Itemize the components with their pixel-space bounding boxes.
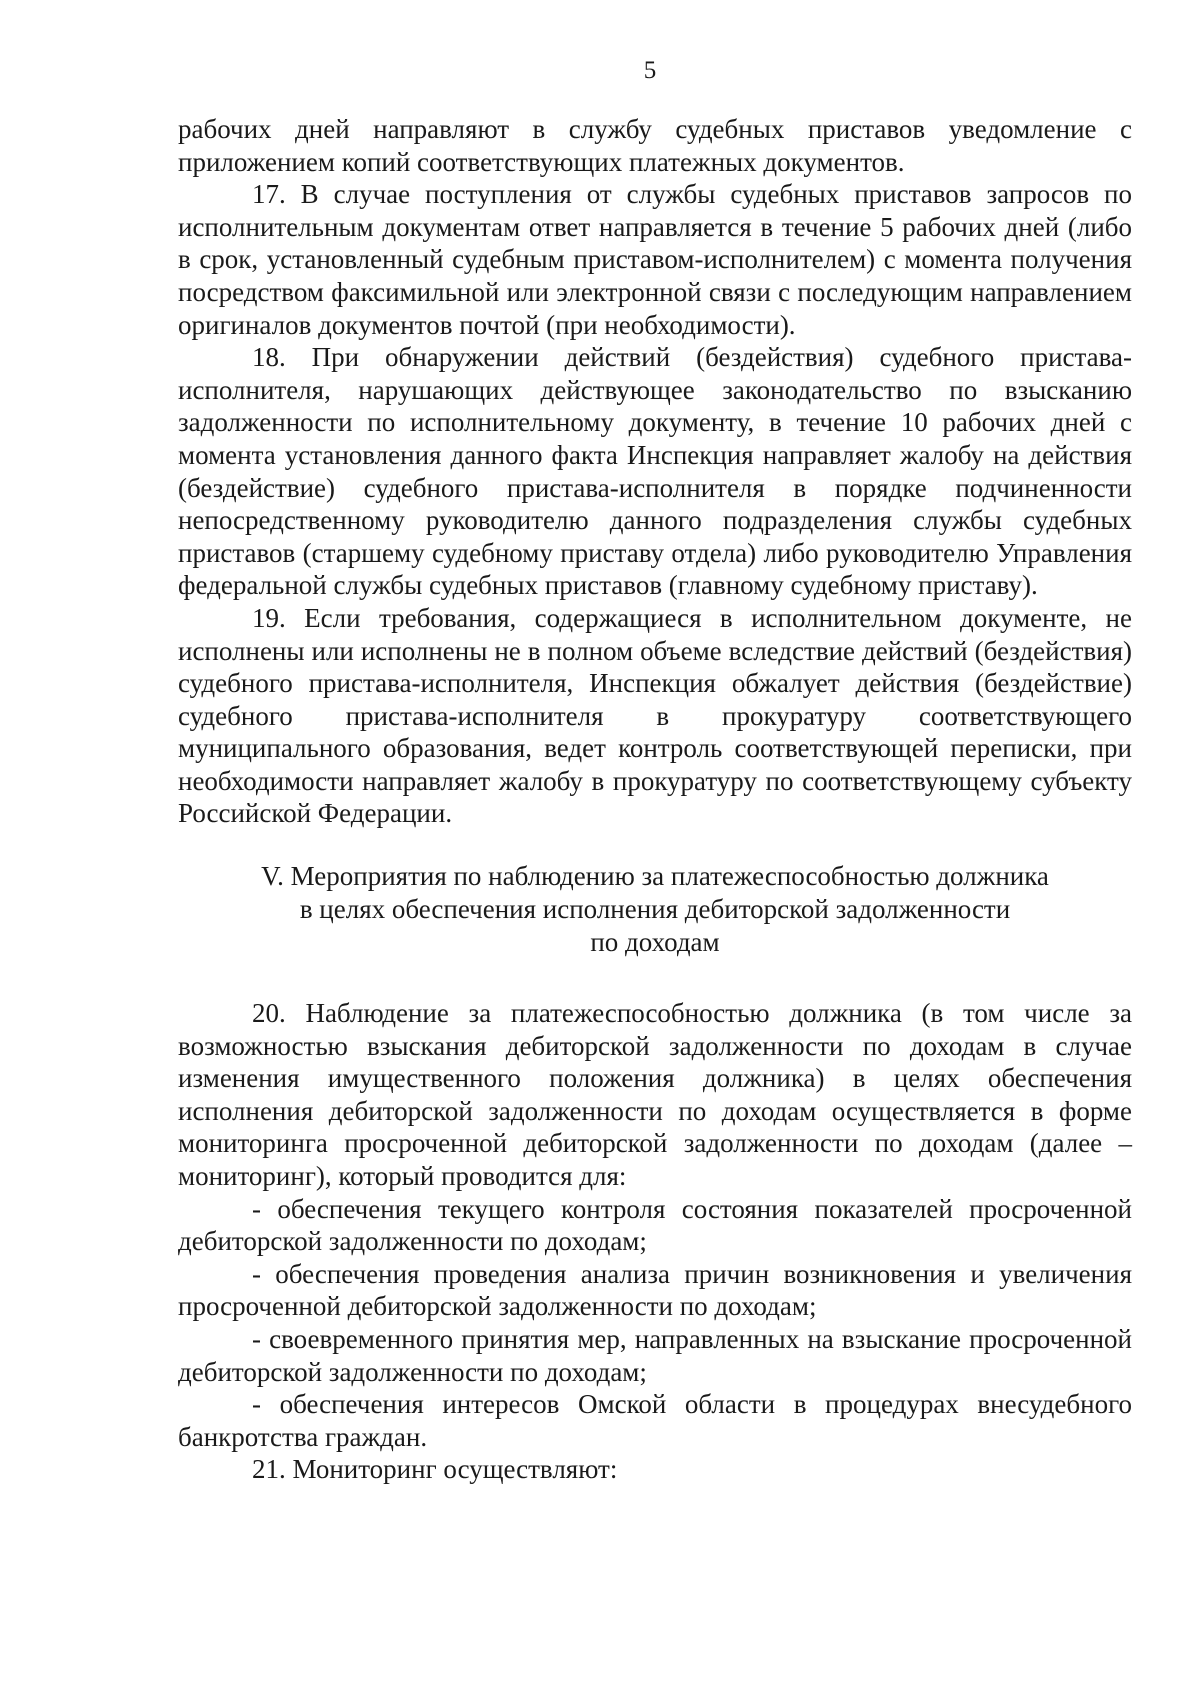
list-item: - обеспечения текущего контроля состояния показателей просроченной дебиторской задолженности по доходам;	[178, 1193, 1132, 1257]
list-item: - обеспечения проведения анализа причин возникновения и увеличения просроченной дебиторской задолженности по доходам;	[178, 1258, 1132, 1322]
paragraph-20: 20. Наблюдение за платежеспособностью должника (в том числе за возможностью взыскания дебиторской задолженности по доходам в случае изменения имущественного положения должника) в целях обеспечения исполнения дебиторской задолженности по доходам осуществляется в форме мониторинга просроченной дебиторской задолженности по доходам (далее – мониторинг), который проводится для:	[178, 998, 1132, 1192]
document-body	[178, 113, 1132, 1486]
section-heading-line: в целях обеспечения исполнения дебиторской задолженности	[299, 894, 1011, 925]
page-number: 5	[643, 57, 657, 84]
paragraph-19: 19. Если требования, содержащиеся в исполнительном документе, не исполнены или исполнены не в полном объеме вследствие действий (бездействия) судебного пристава-исполнителя, Инспекция обжалует действия (бездействие) судебного пристава-исполнителя в прокуратуру соответствующего муниципального образования, ведет контроль соответствующей переписки, при необходимости направляет жалобу в прокуратуру по соответствующему субъекту Российской Федерации.	[178, 602, 1132, 829]
paragraph-continuation: рабочих дней направляют в службу судебных приставов уведомление с приложением копий соответствующих платежных документов.	[178, 114, 1132, 177]
paragraph-17: 17. В случае поступления от службы судебных приставов запросов по исполнительным документам ответ направляется в течение 5 рабочих дней (либо в срок, установленный судебным приставом-исполнителем) с момента получения посредством факсимильной или электронной связи с последующим направлением оригиналов документов почтой (при необходимости).	[178, 179, 1132, 340]
list-item: - своевременного принятия мер, направленных на взыскание просроченной дебиторской задолженности по доходам;	[178, 1324, 1132, 1387]
paragraph-18: 18. При обнаружении действий (бездействия) судебного пристава-исполнителя, нарушающих действующее законодательство по взысканию задолженности по исполнительному документу, в течение 10 рабочих дней с момента установления данного факта Инспекция направляет жалобу на действия (бездействие) судебного пристава-исполнителя в порядке подчиненности непосредственному руководителю данного подразделения службы судебных приставов (старшему судебному приставу отдела) либо руководителю Управления федеральной службы судебных приставов (главному судебному приставу).	[178, 342, 1132, 601]
section-heading-line: по доходам	[590, 927, 720, 958]
section-heading	[178, 860, 1132, 959]
list-item: - обеспечения интересов Омской области в процедурах внесудебного банкротства граждан.	[178, 1389, 1132, 1452]
paragraph-21: 21. Мониторинг осуществляют:	[252, 1454, 618, 1485]
section-heading-line: V. Мероприятия по наблюдению за платежеспособностью должника	[261, 861, 1049, 892]
